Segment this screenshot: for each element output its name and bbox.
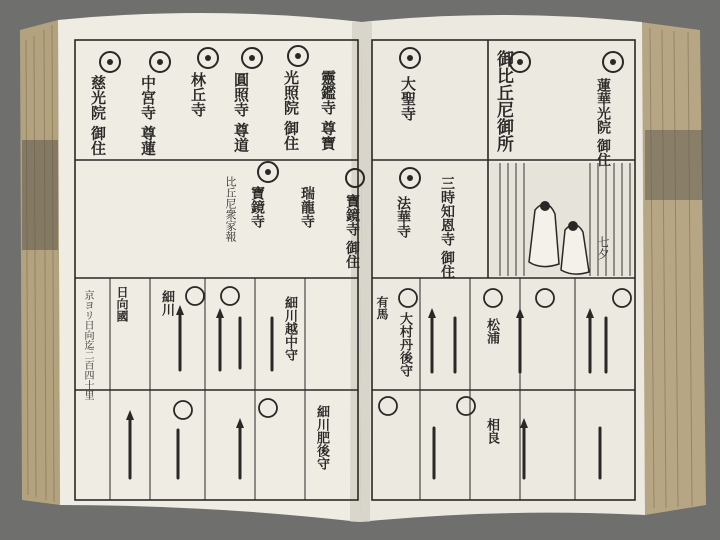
domain-lord: 松浦 bbox=[484, 318, 499, 344]
temple-name: 中宮寺 尊蓮 bbox=[139, 75, 157, 156]
domain-lord: 大村丹後守 bbox=[397, 312, 412, 377]
convent-name: 寶鏡寺 bbox=[249, 186, 265, 228]
header-title: 御比丘尼御所 bbox=[493, 50, 513, 152]
temple-name: 寶鏡寺 御住 bbox=[344, 194, 360, 269]
province-label: 日向國 bbox=[115, 286, 129, 322]
convent-name: 瑞龍寺 bbox=[299, 186, 315, 228]
right-edge-stain bbox=[645, 130, 703, 200]
temple-name: 林丘寺 bbox=[189, 72, 207, 117]
temple-name: 光照院 御住 bbox=[282, 70, 300, 151]
domain-lord: 有馬 bbox=[375, 296, 389, 320]
illustration-caption: 七夕 bbox=[596, 236, 610, 260]
convent-heading: 比丘尼衆家報 bbox=[224, 176, 237, 242]
domain-lord: 細川 bbox=[159, 290, 174, 316]
temple-name: 大聖寺 bbox=[399, 76, 417, 121]
temple-name: 法華寺 bbox=[395, 196, 411, 238]
right-page-edges bbox=[640, 22, 706, 515]
temple-name: 蓮華光院 御住 bbox=[595, 78, 611, 167]
left-edge-stain bbox=[22, 140, 58, 250]
domain-lord: 細川越中守 bbox=[282, 296, 297, 361]
domain-lord: 細川肥後守 bbox=[314, 405, 329, 470]
temple-name: 靈鑑寺 尊寶 bbox=[319, 70, 337, 151]
domain-lord: 相良 bbox=[484, 418, 499, 444]
temple-name: 圓照寺 尊道 bbox=[232, 72, 250, 153]
gutter-shadow bbox=[350, 22, 372, 522]
tanabata-illustration bbox=[490, 163, 633, 276]
temple-name: 慈光院 御住 bbox=[89, 75, 107, 156]
footer-caption: 京ヨリ日向迄二百四十里 bbox=[82, 290, 93, 400]
temple-name: 三時知恩寺 御住 bbox=[439, 176, 455, 279]
